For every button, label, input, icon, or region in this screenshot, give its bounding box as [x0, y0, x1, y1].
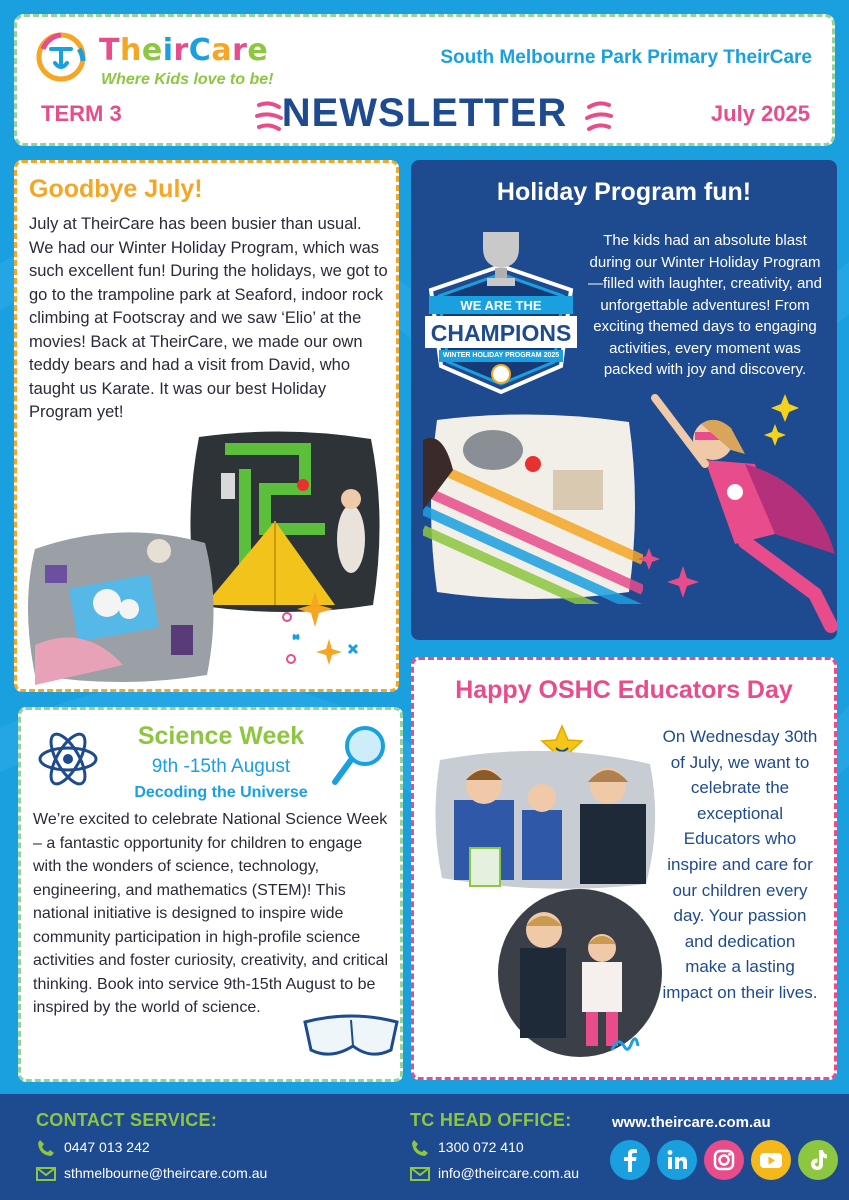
educators-children-photo — [430, 744, 660, 894]
badge-line-1: WE ARE THE — [460, 298, 542, 313]
contact-email[interactable] — [36, 1162, 267, 1184]
brand-letter: e — [141, 33, 163, 68]
head-office-email-text: info@theircare.com.au — [438, 1165, 580, 1181]
head-office-phone-text: 1300 072 410 — [438, 1139, 524, 1155]
atom-icon — [37, 728, 99, 790]
brand-letter: r — [173, 33, 189, 68]
brand-letter: a — [211, 33, 233, 68]
phone-icon — [36, 1139, 56, 1157]
sparkle-decoration-icon — [277, 587, 377, 677]
educators-day-panel — [411, 657, 837, 1080]
website-link[interactable]: www.theircare.com.au — [612, 1114, 771, 1131]
tiktok-icon[interactable] — [798, 1140, 838, 1180]
brand-letter: r — [232, 33, 248, 68]
instagram-icon[interactable] — [704, 1140, 744, 1180]
newsletter-title: NEWSLETTER — [281, 91, 568, 135]
brand-letter: T — [99, 33, 120, 68]
contact-phone[interactable] — [36, 1136, 150, 1158]
science-week-panel — [18, 707, 403, 1082]
term-label: TERM 3 — [41, 101, 122, 126]
goodbye-july-panel — [14, 160, 399, 692]
issue-month: July 2025 — [710, 101, 810, 126]
swirl-decoration-icon — [610, 1032, 640, 1058]
holiday-program-text: The kids had an absolute blast during our Winter Holiday Program—filled with laughter, creativity, and unforgettable adventures! From exciting themed days to engaging activities, every moment was packed with joy and discovery. — [587, 232, 822, 378]
brand-name — [99, 33, 268, 68]
contact-email-text: sthmelbourne@theircare.com.au — [64, 1165, 268, 1181]
badge-line-3: WINTER HOLIDAY PROGRAM 2025 — [442, 352, 560, 359]
science-week-dates: 9th -15th August — [151, 756, 291, 777]
theircare-logo — [35, 31, 295, 91]
science-week-subtitle: Decoding the Universe — [134, 784, 308, 801]
holiday-program-panel — [411, 160, 837, 640]
contact-service-heading: CONTACT SERVICE: — [36, 1110, 218, 1130]
educators-day-heading: Happy OSHC Educators Day — [455, 676, 793, 704]
squiggle-right-icon — [583, 99, 613, 133]
contact-phone-text: 0447 013 242 — [64, 1139, 150, 1155]
email-icon — [410, 1165, 430, 1183]
head-office-heading: TC HEAD OFFICE: — [410, 1110, 572, 1130]
holiday-program-heading: Holiday Program fun! — [496, 178, 752, 206]
science-week-heading: Science Week — [137, 722, 305, 750]
service-name: South Melbourne Park Primary TheirCare — [440, 47, 812, 68]
brand-letter: e — [247, 33, 269, 68]
brand-tagline: Where Kids love to be! — [101, 71, 274, 88]
goggles-icon — [301, 1006, 401, 1064]
educators-day-text: On Wednesday 30th of July, we want to celebrate the exceptional Educators who inspire and care for our children every day. Your passion and dedication make a lasting impact on their lives. — [662, 727, 818, 1002]
goodbye-july-heading: Goodbye July! — [29, 175, 203, 203]
footer — [0, 1094, 849, 1200]
linkedin-icon[interactable] — [657, 1140, 697, 1180]
superhero-girl-illustration — [635, 394, 845, 654]
newsletter-header — [14, 14, 835, 146]
goodbye-july-text: July at TheirCare has been busier than usual. We had our Winter Holiday Program, which was such excellent fun! During the holidays, we got to go to the trampoline park at Seaford, indoor rock climbing at Footscray and we saw ‘Elio’ at the movies! Back at TheirCare, we made our own teddy bears and had a visit from David, who taught us Karate. It was our best Holiday Program yet! — [29, 215, 388, 421]
brand-letter: C — [188, 33, 212, 68]
brand-letter: i — [162, 33, 174, 68]
head-office-phone[interactable] — [410, 1136, 524, 1158]
head-office-email[interactable] — [410, 1162, 579, 1184]
teddy-bear-craft-photo — [25, 525, 215, 685]
brand-letter: h — [119, 33, 142, 68]
email-icon — [36, 1165, 56, 1183]
badge-line-2: CHAMPIONS — [430, 320, 572, 346]
youtube-icon[interactable] — [751, 1140, 791, 1180]
facebook-icon[interactable] — [610, 1140, 650, 1180]
science-week-text: We’re excited to celebrate National Science Week – a fantastic opportunity for children to engage with the wonders of science, technology, engineering, and mathematics (STEM)! This national initiative is designed to inspire wide community participation in high-profile science activities and foster curiosity, creativity, and critical thinking. Book into service 9th-15th August to be inspired by the world of science. — [33, 811, 389, 1016]
holiday-crafts-photo — [423, 410, 643, 604]
phone-icon — [410, 1139, 430, 1157]
theircare-logo-icon — [35, 31, 87, 83]
magnifier-icon — [327, 722, 391, 792]
